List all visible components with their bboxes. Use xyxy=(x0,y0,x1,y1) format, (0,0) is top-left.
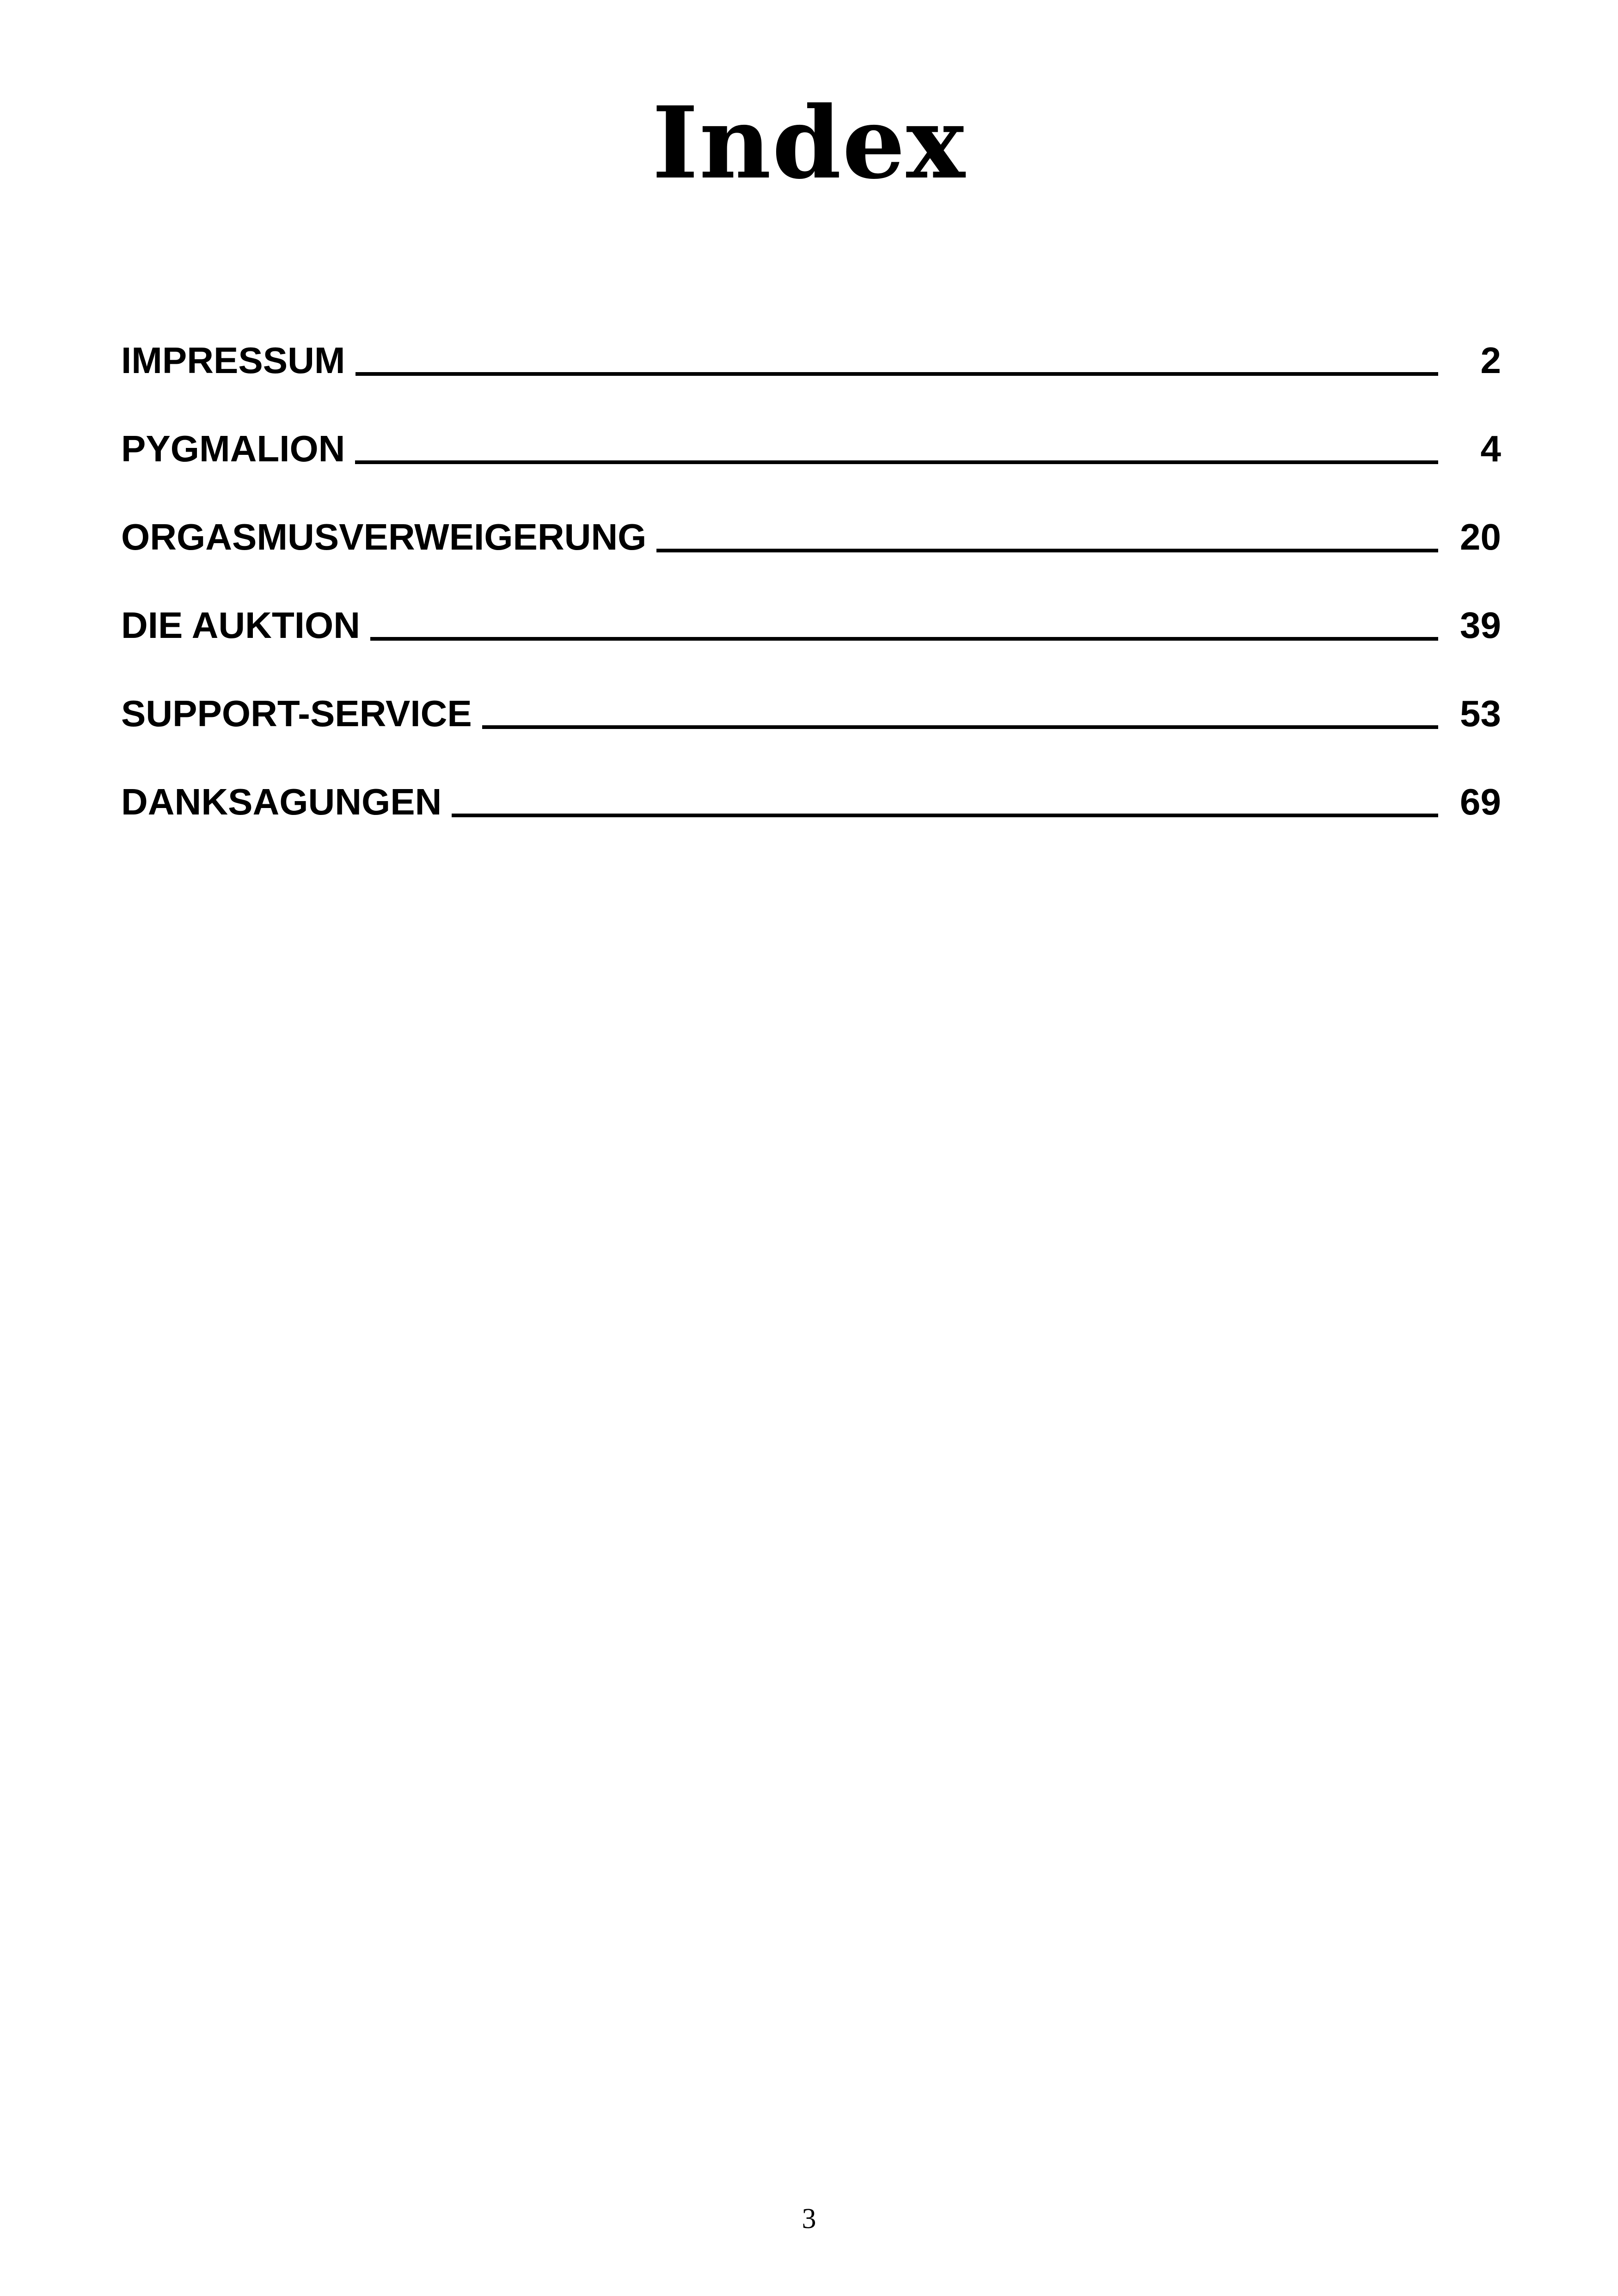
toc-entry-die-auktion[interactable] xyxy=(121,598,1501,686)
toc-leader-line xyxy=(452,814,1438,817)
page-number: 3 xyxy=(802,2203,816,2235)
table-of-contents xyxy=(121,333,1501,863)
toc-leader-line xyxy=(370,637,1438,641)
toc-entry-orgasmusverweigerung[interactable] xyxy=(121,509,1501,598)
page-title: Index xyxy=(652,85,966,201)
toc-entry-page: 2 xyxy=(1480,340,1501,381)
toc-entry-label: DANKSAGUNGEN xyxy=(121,781,442,822)
toc-leader-line xyxy=(355,372,1439,376)
toc-entry-label: ORGASMUSVERWEIGERUNG xyxy=(121,516,647,557)
toc-entry-label: PYGMALION xyxy=(121,428,345,469)
toc-entry-page: 39 xyxy=(1460,605,1501,646)
toc-entry-label: IMPRESSUM xyxy=(121,340,345,381)
toc-leader-line xyxy=(355,460,1438,464)
toc-entry-page: 69 xyxy=(1460,781,1501,822)
toc-entry-page: 53 xyxy=(1460,693,1501,734)
toc-entry-danksagungen[interactable] xyxy=(121,774,1501,863)
toc-entry-label: SUPPORT-SERVICE xyxy=(121,693,472,734)
toc-entry-impressum[interactable] xyxy=(121,333,1501,421)
toc-entry-support-service[interactable] xyxy=(121,686,1501,774)
toc-entry-page: 20 xyxy=(1460,516,1501,557)
toc-entry-label: DIE AUKTION xyxy=(121,605,361,646)
toc-entry-page: 4 xyxy=(1480,428,1501,469)
toc-entry-pygmalion[interactable] xyxy=(121,421,1501,509)
toc-leader-line xyxy=(482,725,1438,729)
toc-leader-line xyxy=(656,549,1438,552)
